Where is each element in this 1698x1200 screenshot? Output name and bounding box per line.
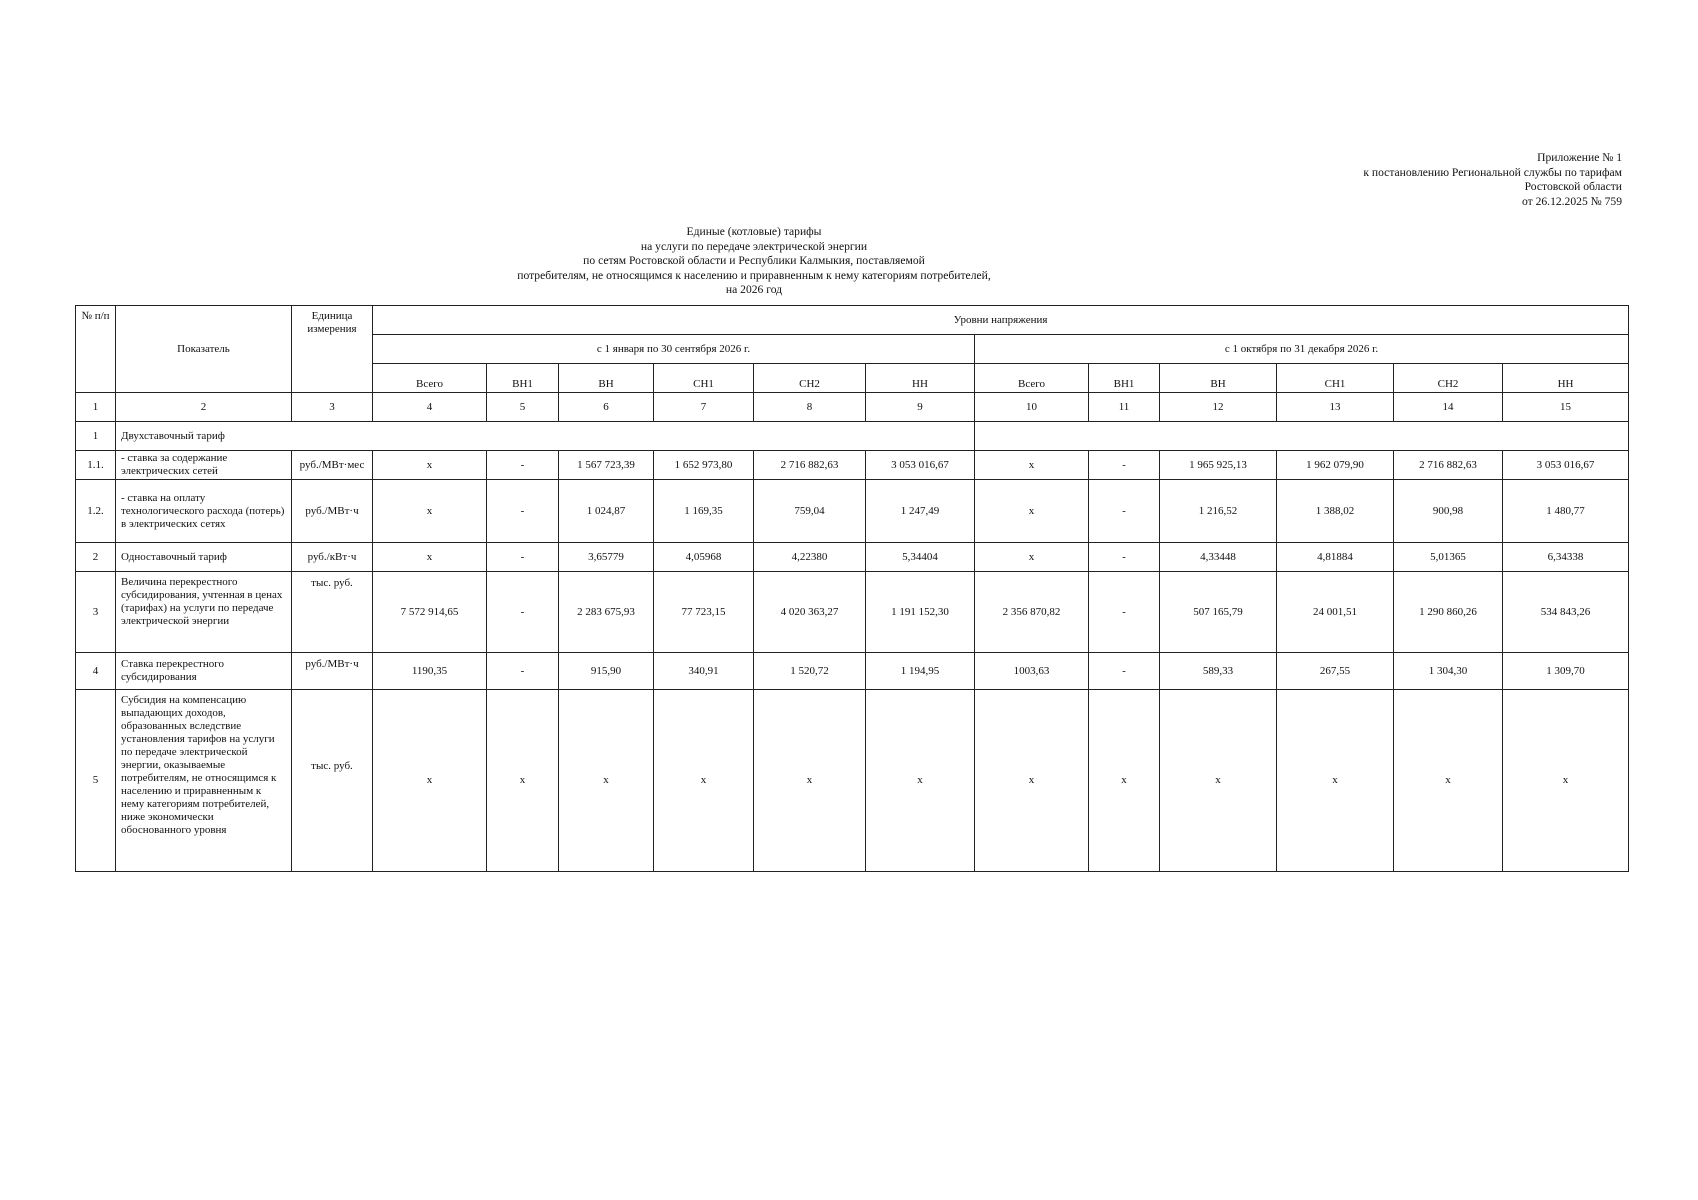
value-cell: 507 165,79 [1160,572,1277,653]
value-cell: 4,81884 [1277,543,1394,572]
column-number: 14 [1394,393,1503,422]
row-indicator: Одноставочный тариф [116,543,292,572]
value-cell: 1 191 152,30 [866,572,975,653]
row-indicator: Двухставочный тариф [116,422,975,451]
row-num: 5 [76,690,116,872]
column-number: 11 [1089,393,1160,422]
value-cell: х [373,690,487,872]
subcol-header: Всего [975,364,1089,393]
table-row [76,572,1629,653]
value-cell: 5,01365 [1394,543,1503,572]
column-number: 7 [654,393,754,422]
column-number: 10 [975,393,1089,422]
value-cell: 589,33 [1160,653,1277,690]
subcol-header: ВН [1160,364,1277,393]
value-cell: 2 356 870,82 [975,572,1089,653]
document-title [440,225,1068,298]
empty-cell [975,422,1629,451]
value-cell: х [975,480,1089,543]
title-line: потребителям, не относящимся к населению и приравненным к нему категориям потребителей, [517,268,991,282]
value-cell: 2 716 882,63 [1394,451,1503,480]
column-number: 4 [373,393,487,422]
value-cell: 3 053 016,67 [866,451,975,480]
header-indicator: Показатель [116,306,292,393]
value-cell: 3,65779 [559,543,654,572]
header-period-2: с 1 октября по 31 декабря 2026 г. [975,335,1629,364]
row-num: 1.1. [76,451,116,480]
value-cell: х [866,690,975,872]
value-cell: 2 716 882,63 [754,451,866,480]
subcol-header: ВН [559,364,654,393]
row-indicator: Ставка перекрестного субсидирования [116,653,292,690]
column-number: 6 [559,393,654,422]
header-unit: Единица измерения [292,306,373,393]
value-cell: 4,33448 [1160,543,1277,572]
value-cell: 4 020 363,27 [754,572,866,653]
value-cell: 1003,63 [975,653,1089,690]
header-num: № п/п [76,306,116,393]
table-row [76,422,1629,451]
value-cell: 340,91 [654,653,754,690]
subcol-header: СН2 [1394,364,1503,393]
row-indicator: - ставка за содержание электрических сетей [116,451,292,480]
row-unit: руб./МВт·ч [292,653,373,690]
value-cell: 1 965 925,13 [1160,451,1277,480]
value-cell: - [487,451,559,480]
column-number: 2 [116,393,292,422]
table-row [76,480,1629,543]
value-cell: - [1089,543,1160,572]
row-num: 4 [76,653,116,690]
table-row [76,690,1629,872]
value-cell: - [1089,572,1160,653]
column-number: 3 [292,393,373,422]
value-cell: 77 723,15 [654,572,754,653]
value-cell: 4,22380 [754,543,866,572]
value-cell: х [654,690,754,872]
row-indicator: - ставка на оплату технологического расхода (потерь) в электрических сетях [116,480,292,543]
row-unit: тыс. руб. [292,690,373,872]
value-cell: 267,55 [1277,653,1394,690]
row-unit: тыс. руб. [292,572,373,653]
value-cell: х [754,690,866,872]
value-cell: 1 194,95 [866,653,975,690]
appendix-line: Ростовской области [1524,180,1622,193]
value-cell: 1 304,30 [1394,653,1503,690]
table-row [76,543,1629,572]
value-cell: 534 843,26 [1503,572,1629,653]
value-cell: 6,34338 [1503,543,1629,572]
appendix-line: к постановлению Региональной службы по тарифам [1363,165,1622,179]
subcol-header: НН [1503,364,1629,393]
column-number: 12 [1160,393,1277,422]
value-cell: 4,05968 [654,543,754,572]
row-num: 1 [76,422,116,451]
column-number-row [76,393,1629,422]
value-cell: х [373,451,487,480]
header-period-1: с 1 января по 30 сентября 2026 г. [373,335,975,364]
value-cell: 1 247,49 [866,480,975,543]
value-cell: 900,98 [1394,480,1503,543]
column-number: 1 [76,393,116,422]
column-number: 8 [754,393,866,422]
value-cell: 5,34404 [866,543,975,572]
value-cell: 1 290 860,26 [1394,572,1503,653]
value-cell: х [373,480,487,543]
subcol-header: Всего [373,364,487,393]
row-num: 3 [76,572,116,653]
value-cell: 1 216,52 [1160,480,1277,543]
value-cell: 1 169,35 [654,480,754,543]
value-cell: - [487,480,559,543]
header-row-1 [76,306,1629,335]
table-row [76,451,1629,480]
value-cell: 759,04 [754,480,866,543]
value-cell: х [1394,690,1503,872]
value-cell: х [1503,690,1629,872]
value-cell: 1 962 079,90 [1277,451,1394,480]
row-unit: руб./МВт·мес [292,451,373,480]
value-cell: 1 388,02 [1277,480,1394,543]
value-cell: 1 024,87 [559,480,654,543]
column-number: 9 [866,393,975,422]
row-unit: руб./МВт·ч [292,480,373,543]
value-cell: 7 572 914,65 [373,572,487,653]
value-cell: х [487,690,559,872]
value-cell: 1 567 723,39 [559,451,654,480]
row-indicator: Субсидия на компенсацию выпадающих доходов, образованных вследствие установления тарифов на услуги по передаче электрической энергии, оказываемые потребителям, не относящимся к населению и приравненным к нему категориям потребителей, ниже экономически обоснованного уровня [116,690,292,872]
value-cell: - [487,653,559,690]
title-line: Единые (котловые) тарифы [686,225,822,238]
row-num: 2 [76,543,116,572]
value-cell: 915,90 [559,653,654,690]
row-indicator: Величина перекрестного субсидирования, учтенная в ценах (тарифах) на услуги по передаче электрической энергии [116,572,292,653]
value-cell: х [1277,690,1394,872]
row-num: 1.2. [76,480,116,543]
value-cell: х [1089,690,1160,872]
value-cell: - [1089,451,1160,480]
value-cell: х [559,690,654,872]
title-line: по сетям Ростовской области и Республики Калмыкия, поставляемой [583,254,925,268]
appendix-block [1363,151,1622,209]
value-cell: 2 283 675,93 [559,572,654,653]
value-cell: х [975,543,1089,572]
value-cell: - [1089,653,1160,690]
value-cell: 24 001,51 [1277,572,1394,653]
table-row [76,653,1629,690]
value-cell: 1190,35 [373,653,487,690]
value-cell: - [487,543,559,572]
value-cell: 1 520,72 [754,653,866,690]
value-cell: 1 652 973,80 [654,451,754,480]
subcol-header: СН1 [654,364,754,393]
value-cell: 1 309,70 [1503,653,1629,690]
value-cell: - [1089,480,1160,543]
header-voltage-levels: Уровни напряжения [373,306,1629,335]
subcol-header: СН1 [1277,364,1394,393]
appendix-line: от 26.12.2025 № 759 [1521,194,1622,208]
title-line: на услуги по передаче электрической энергии [640,239,868,253]
value-cell: х [373,543,487,572]
tariff-table [75,305,1629,872]
subcol-header: СН2 [754,364,866,393]
row-unit: руб./кВт·ч [292,543,373,572]
value-cell: - [487,572,559,653]
appendix-line: Приложение № 1 [1537,151,1622,164]
subcol-header: ВН1 [1089,364,1160,393]
column-number: 5 [487,393,559,422]
value-cell: 3 053 016,67 [1503,451,1629,480]
value-cell: 1 480,77 [1503,480,1629,543]
value-cell: х [975,690,1089,872]
column-number: 13 [1277,393,1394,422]
title-line: на 2026 год [725,283,783,297]
value-cell: х [1160,690,1277,872]
value-cell: х [975,451,1089,480]
subcol-header: ВН1 [487,364,559,393]
column-number: 15 [1503,393,1629,422]
subcol-header: НН [866,364,975,393]
